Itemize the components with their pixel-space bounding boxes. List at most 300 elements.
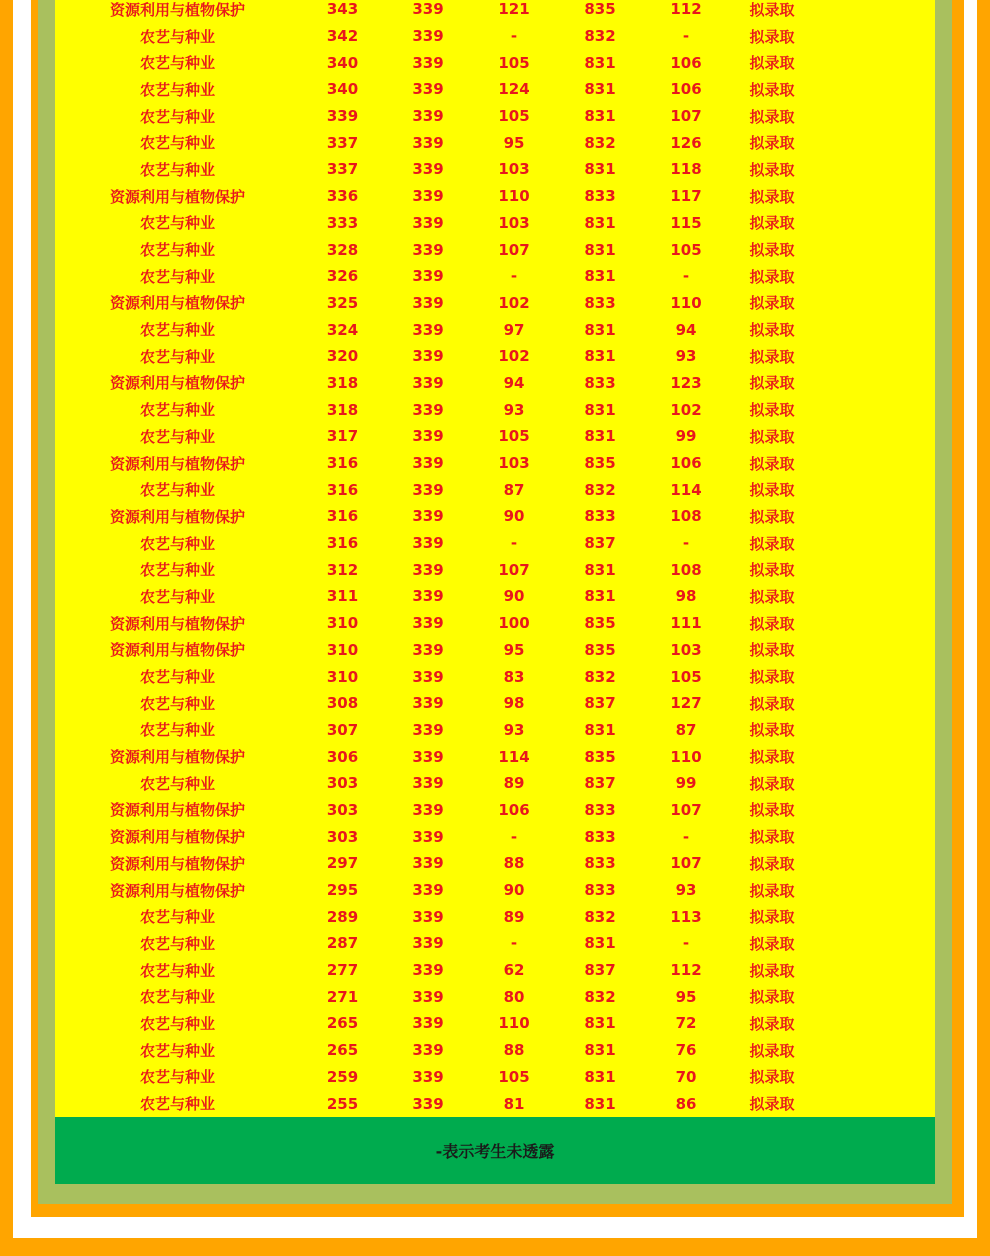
status-cell: 拟录取 [749,587,795,606]
subject1-score-cell: 98 [503,694,525,713]
subject1-score-cell: 105 [498,1067,530,1086]
total-score-cell: 325 [326,293,359,312]
subject1-score-cell: 93 [503,400,525,419]
subject2-score-cell: 107 [670,854,702,873]
table-row [55,530,935,557]
cutoff-score-cell: 339 [412,507,444,526]
major-cell: 农艺与种业 [139,481,215,500]
padding-cell [815,717,935,744]
subject-code-cell: 831 [584,934,616,953]
total-score-cell: 311 [326,587,359,606]
status-cell: 拟录取 [749,614,795,633]
status-cell: 拟录取 [749,427,795,446]
cutoff-score-cell: 339 [412,587,444,606]
padding-cell [815,183,935,210]
cutoff-score-cell: 339 [412,747,444,766]
table-row [55,957,935,984]
cutoff-score-cell: 339 [412,133,444,152]
subject1-score-cell: - [510,27,518,46]
padding-cell [815,530,935,557]
table-row [55,930,935,957]
subject-code-cell: 837 [584,694,616,713]
table-row [55,770,935,797]
table-row [55,49,935,76]
major-cell: 农艺与种业 [139,694,215,713]
subject2-score-cell: 107 [670,107,702,126]
total-score-cell: 295 [326,881,359,900]
cutoff-score-cell: 339 [412,827,444,846]
status-cell: 拟录取 [749,748,795,767]
table-row [55,290,935,317]
subject-code-cell: 833 [584,827,616,846]
status-cell: 拟录取 [749,374,795,393]
major-cell: 资源利用与植物保护 [109,801,245,820]
total-score-cell: 308 [326,694,359,713]
cutoff-score-cell: 339 [412,881,444,900]
table-row [55,1010,935,1037]
total-score-cell: 303 [326,800,359,819]
total-score-cell: 307 [326,720,359,739]
total-score-cell: 271 [326,987,359,1006]
table-row [55,1064,935,1091]
status-cell: 拟录取 [749,1095,795,1114]
major-cell: 农艺与种业 [139,908,215,927]
subject2-score-cell: 126 [670,133,702,152]
subject2-score-cell: 105 [670,240,702,259]
status-cell: 拟录取 [749,481,795,500]
subject2-score-cell: - [682,27,690,46]
padding-cell [815,903,935,930]
padding-cell [815,556,935,583]
table-row [55,103,935,130]
subject2-score-cell: 107 [670,800,702,819]
total-score-cell: 343 [326,0,359,19]
subject-code-cell: 833 [584,293,616,312]
padding-cell [815,823,935,850]
table-row [55,423,935,450]
padding-cell [815,637,935,664]
subject-code-cell: 832 [584,27,616,46]
padding-cell [815,690,935,717]
subject2-score-cell: 118 [670,160,702,179]
status-cell: 拟录取 [749,27,795,46]
subject1-score-cell: - [510,267,518,286]
table-row [55,877,935,904]
major-cell: 农艺与种业 [139,774,215,793]
total-score-cell: 333 [326,213,359,232]
table-row [55,396,935,423]
major-cell: 农艺与种业 [139,107,215,126]
total-score-cell: 337 [326,160,359,179]
total-score-cell: 318 [326,400,359,419]
padding-cell [815,0,935,23]
major-cell: 资源利用与植物保护 [109,828,245,847]
total-score-cell: 303 [326,774,359,793]
table-row [55,156,935,183]
subject1-score-cell: 100 [498,614,530,633]
status-cell: 拟录取 [749,214,795,233]
padding-cell [815,503,935,530]
padding-cell [815,476,935,503]
status-cell: 拟录取 [749,774,795,793]
subject1-score-cell: - [510,934,518,953]
cutoff-score-cell: 339 [412,427,444,446]
table-row [55,476,935,503]
subject1-score-cell: 105 [498,427,530,446]
subject2-score-cell: 94 [675,320,697,339]
subject2-score-cell: 106 [670,80,702,99]
subject1-score-cell: 88 [503,1041,525,1060]
padding-cell [815,23,935,50]
table-row [55,210,935,237]
subject2-score-cell: - [682,934,690,953]
total-score-cell: 316 [326,507,359,526]
status-cell: 拟录取 [749,134,795,153]
padding-cell [815,1064,935,1091]
subject-code-cell: 831 [584,1094,616,1113]
cutoff-score-cell: 339 [412,961,444,980]
subject-code-cell: 831 [584,53,616,72]
total-score-cell: 339 [326,107,359,126]
subject2-score-cell: 117 [670,187,702,206]
subject2-score-cell: 103 [670,640,702,659]
status-cell: 拟录取 [749,241,795,260]
cutoff-score-cell: 339 [412,774,444,793]
subject2-score-cell: 112 [670,961,702,980]
subject2-score-cell: - [682,534,690,553]
subject1-score-cell: 81 [503,1094,525,1113]
status-cell: 拟录取 [749,267,795,286]
cutoff-score-cell: 339 [412,400,444,419]
cutoff-score-cell: 339 [412,987,444,1006]
status-cell: 拟录取 [749,534,795,553]
cutoff-score-cell: 339 [412,293,444,312]
major-cell: 农艺与种业 [139,587,215,606]
subject1-score-cell: 110 [498,187,530,206]
total-score-cell: 336 [326,187,359,206]
subject-code-cell: 833 [584,881,616,900]
padding-cell [815,930,935,957]
cutoff-score-cell: 339 [412,240,444,259]
total-score-cell: 310 [326,667,359,686]
major-cell: 农艺与种业 [139,54,215,73]
padding-cell [815,129,935,156]
cutoff-score-cell: 339 [412,160,444,179]
subject-code-cell: 832 [584,480,616,499]
major-cell: 资源利用与植物保护 [109,0,245,19]
cutoff-score-cell: 339 [412,107,444,126]
status-cell: 拟录取 [749,321,795,340]
subject-code-cell: 831 [584,320,616,339]
table-row [55,983,935,1010]
table-row [55,370,935,397]
status-cell: 拟录取 [749,347,795,366]
status-cell: 拟录取 [749,107,795,126]
padding-cell [815,103,935,130]
major-cell: 农艺与种业 [139,267,215,286]
subject-code-cell: 833 [584,507,616,526]
total-score-cell: 289 [326,907,359,926]
major-cell: 资源利用与植物保护 [109,187,245,206]
subject-code-cell: 831 [584,560,616,579]
status-cell: 拟录取 [749,1041,795,1060]
subject2-score-cell: 87 [675,720,697,739]
subject2-score-cell: 105 [670,667,702,686]
cutoff-score-cell: 339 [412,373,444,392]
major-cell: 农艺与种业 [139,1014,215,1033]
padding-cell [815,210,935,237]
major-cell: 资源利用与植物保护 [109,454,245,473]
total-score-cell: 318 [326,373,359,392]
cutoff-score-cell: 339 [412,53,444,72]
table-row [55,23,935,50]
table-row [55,263,935,290]
status-cell: 拟录取 [749,908,795,927]
major-cell: 农艺与种业 [139,721,215,740]
total-score-cell: 317 [326,427,359,446]
major-cell: 农艺与种业 [139,561,215,580]
subject1-score-cell: 80 [503,987,525,1006]
padding-cell [815,797,935,824]
total-score-cell: 297 [326,854,359,873]
table-row [55,637,935,664]
subject1-score-cell: 89 [503,907,525,926]
status-cell: 拟录取 [749,1068,795,1087]
subject1-score-cell: 121 [498,0,530,19]
major-cell: 农艺与种业 [139,534,215,553]
table-row [55,556,935,583]
padding-cell [815,850,935,877]
subject1-score-cell: 62 [503,961,525,980]
subject2-score-cell: - [682,267,690,286]
status-cell: 拟录取 [749,854,795,873]
status-cell: 拟录取 [749,801,795,820]
table-row [55,0,935,23]
table-row [55,129,935,156]
table-row [55,236,935,263]
subject2-score-cell: 72 [675,1014,697,1033]
total-score-cell: 310 [326,640,359,659]
subject2-score-cell: 86 [675,1094,697,1113]
subject1-score-cell: 89 [503,774,525,793]
status-cell: 拟录取 [749,668,795,687]
major-cell: 资源利用与植物保护 [109,614,245,633]
padding-cell [815,236,935,263]
subject1-score-cell: 105 [498,53,530,72]
status-cell: 拟录取 [749,694,795,713]
table-row [55,76,935,103]
padding-cell [815,743,935,770]
subject-code-cell: 833 [584,373,616,392]
total-score-cell: 265 [326,1041,359,1060]
major-cell: 农艺与种业 [139,961,215,980]
subject-code-cell: 831 [584,720,616,739]
status-cell: 拟录取 [749,961,795,980]
total-score-cell: 259 [326,1067,359,1086]
padding-cell [815,663,935,690]
subject2-score-cell: 95 [675,987,697,1006]
subject1-score-cell: 90 [503,507,525,526]
status-cell: 拟录取 [749,294,795,313]
subject-code-cell: 833 [584,800,616,819]
status-cell: 拟录取 [749,401,795,420]
major-cell: 农艺与种业 [139,134,215,153]
total-score-cell: 316 [326,454,359,473]
table-row [55,183,935,210]
status-cell: 拟录取 [749,988,795,1007]
cutoff-score-cell: 339 [412,1041,444,1060]
total-score-cell: 277 [326,961,359,980]
major-cell: 农艺与种业 [139,1068,215,1087]
subject2-score-cell: 127 [670,694,702,713]
major-cell: 资源利用与植物保护 [109,507,245,526]
subject-code-cell: 835 [584,454,616,473]
cutoff-score-cell: 339 [412,934,444,953]
subject2-score-cell: 111 [670,614,702,633]
cutoff-score-cell: 339 [412,347,444,366]
subject-code-cell: 832 [584,133,616,152]
status-cell: 拟录取 [749,641,795,660]
cutoff-score-cell: 339 [412,907,444,926]
cutoff-score-cell: 339 [412,534,444,553]
subject-code-cell: 837 [584,774,616,793]
total-score-cell: 312 [326,560,359,579]
subject1-score-cell: 105 [498,107,530,126]
table-row [55,743,935,770]
subject-code-cell: 837 [584,961,616,980]
subject1-score-cell: - [510,827,518,846]
cutoff-score-cell: 339 [412,1014,444,1033]
subject1-score-cell: 110 [498,1014,530,1033]
cutoff-score-cell: 339 [412,0,444,19]
status-cell: 拟录取 [749,507,795,526]
subject-code-cell: 831 [584,107,616,126]
status-cell: 拟录取 [749,187,795,206]
subject-code-cell: 837 [584,534,616,553]
table-row [55,797,935,824]
subject-code-cell: 835 [584,747,616,766]
admission-results-table [55,0,935,1117]
table-row [55,850,935,877]
table-row [55,823,935,850]
padding-cell [815,1090,935,1117]
subject1-score-cell: 102 [498,293,530,312]
status-cell: 拟录取 [749,80,795,99]
subject2-score-cell: 106 [670,454,702,473]
major-cell: 资源利用与植物保护 [109,748,245,767]
table-row [55,903,935,930]
subject-code-cell: 831 [584,347,616,366]
subject-code-cell: 831 [584,240,616,259]
status-cell: 拟录取 [749,828,795,847]
major-cell: 农艺与种业 [139,80,215,99]
footer-note-text: -表示考生未透露 [435,1142,555,1161]
cutoff-score-cell: 339 [412,560,444,579]
subject-code-cell: 831 [584,587,616,606]
table-row [55,583,935,610]
subject-code-cell: 831 [584,1041,616,1060]
status-cell: 拟录取 [749,934,795,953]
major-cell: 农艺与种业 [139,427,215,446]
subject2-score-cell: 93 [675,881,697,900]
status-cell: 拟录取 [749,721,795,740]
padding-cell [815,49,935,76]
padding-cell [815,290,935,317]
status-cell: 拟录取 [749,54,795,73]
subject2-score-cell: 112 [670,0,702,19]
status-cell: 拟录取 [749,1014,795,1033]
table-row [55,343,935,370]
total-score-cell: 310 [326,614,359,633]
cutoff-score-cell: 339 [412,454,444,473]
subject1-score-cell: 103 [498,454,530,473]
subject2-score-cell: 102 [670,400,702,419]
subject-code-cell: 833 [584,187,616,206]
status-cell: 拟录取 [749,0,795,19]
cutoff-score-cell: 339 [412,800,444,819]
table-row [55,663,935,690]
total-score-cell: 340 [326,80,359,99]
subject2-score-cell: 76 [675,1041,697,1060]
table-body [55,0,935,1117]
subject2-score-cell: 110 [670,293,702,312]
major-cell: 农艺与种业 [139,214,215,233]
table-row [55,1037,935,1064]
total-score-cell: 287 [326,934,359,953]
subject-code-cell: 831 [584,160,616,179]
table-row [55,610,935,637]
table-row [55,1090,935,1117]
padding-cell [815,957,935,984]
total-score-cell: 342 [326,27,359,46]
cutoff-score-cell: 339 [412,80,444,99]
total-score-cell: 324 [326,320,359,339]
table-row [55,450,935,477]
cutoff-score-cell: 339 [412,213,444,232]
subject2-score-cell: 115 [670,213,702,232]
total-score-cell: 316 [326,480,359,499]
total-score-cell: 337 [326,133,359,152]
subject2-score-cell: 114 [670,480,702,499]
subject1-score-cell: 102 [498,347,530,366]
subject2-score-cell: 113 [670,907,702,926]
subject-code-cell: 831 [584,267,616,286]
table-row [55,690,935,717]
padding-cell [815,450,935,477]
cutoff-score-cell: 339 [412,667,444,686]
major-cell: 农艺与种业 [139,668,215,687]
major-cell: 资源利用与植物保护 [109,881,245,900]
subject1-score-cell: 83 [503,667,525,686]
subject1-score-cell: 90 [503,587,525,606]
major-cell: 农艺与种业 [139,347,215,366]
total-score-cell: 316 [326,534,359,553]
subject1-score-cell: 107 [498,560,530,579]
total-score-cell: 306 [326,747,359,766]
table-row [55,503,935,530]
major-cell: 农艺与种业 [139,1041,215,1060]
subject1-score-cell: 87 [503,480,525,499]
subject1-score-cell: 95 [503,640,525,659]
cutoff-score-cell: 339 [412,320,444,339]
total-score-cell: 320 [326,347,359,366]
subject1-score-cell: 106 [498,800,530,819]
subject-code-cell: 831 [584,80,616,99]
major-cell: 资源利用与植物保护 [109,641,245,660]
padding-cell [815,343,935,370]
major-cell: 资源利用与植物保护 [109,374,245,393]
subject2-score-cell: 106 [670,53,702,72]
